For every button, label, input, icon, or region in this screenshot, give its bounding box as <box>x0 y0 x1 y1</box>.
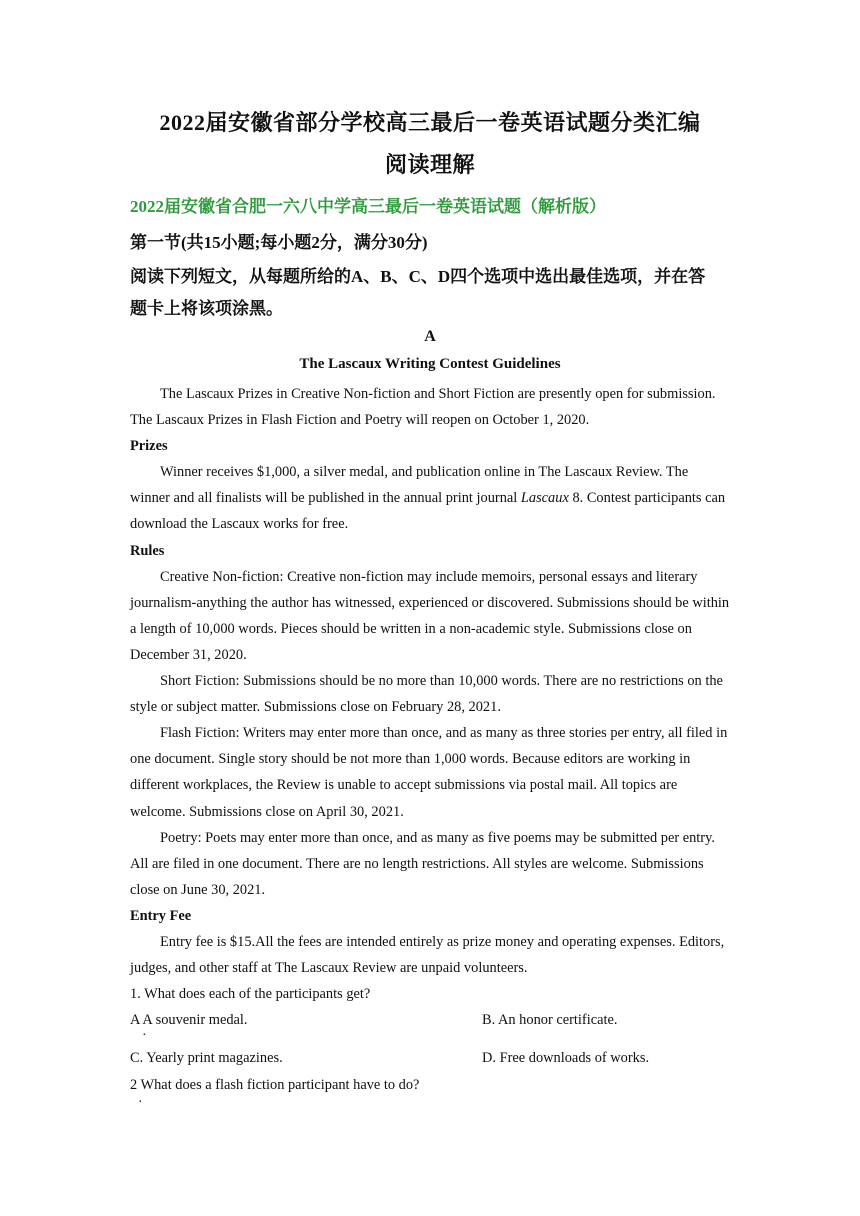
option-c: C. Yearly print magazines. <box>130 1050 283 1067</box>
section-instruction: 第一节(共15小题;每小题2分，满分30分) <box>130 233 428 252</box>
entry-fee-paragraph: Entry fee is $15.All the fees are intended entirely as prize money and operating expenses. Editors, judges, and other staff at The Lascaux Review are unpaid volunteers. <box>130 933 725 977</box>
passage-label: A <box>424 328 436 345</box>
prizes-text-1: Winner receives $1,000, a silver medal, and publication online in The Lascaux Review. The winner and all finalists will be published in the annual print journal <box>130 464 689 507</box>
passage-title: The Lascaux Writing Contest Guidelines <box>299 356 561 372</box>
passage-intro: The Lascaux Prizes in Creative Non-fiction and Short Fiction are presently open for submission. The Lascaux Prizes in Flash Fiction and Poetry will reopen on October 1, 2020. <box>130 386 716 429</box>
passage-body <box>130 381 730 1112</box>
instruction-line-1: 阅读下列短文，从每题所给的A、B、C、D四个选项中选出最佳选项，并在答 <box>130 267 706 286</box>
entry-fee-heading: Entry Fee <box>130 907 192 924</box>
prizes-text-2: 8. Contest participants can download the Lascaux works for free. <box>130 490 726 533</box>
option-dot-marker: · <box>142 1028 147 1044</box>
option-b: B. An honor certificate. <box>482 1012 618 1029</box>
document-subtitle: 阅读理解 <box>384 152 475 177</box>
prizes-paragraph <box>130 459 730 537</box>
question-1-options-row-2 <box>130 1045 730 1072</box>
rule-poetry: Poetry: Poets may enter more than once, and as many as five poems may be submitted per entry. All are filed in one document. There are no length restrictions. All styles are welcome. Submissions close on June 30, 2021. <box>130 829 715 898</box>
prizes-heading: Prizes <box>130 438 168 455</box>
rule-nonfiction: Creative Non-fiction: Creative non-fiction may include memoirs, personal essays and literary journalism-anything the author has witnessed, experienced or discovered. Submissions should be within a length of 10,000 words. Pieces should be written in a non-academic style. Submissions close on December 31, 2020. <box>130 568 730 663</box>
question-dot-marker: · <box>138 1095 143 1111</box>
question-2-marker-row <box>130 1095 730 1112</box>
instruction-line-2: 题卡上将该项涂黑。 <box>130 299 283 318</box>
document-title: 2022届安徽省部分学校高三最后一卷英语试题分类汇编 <box>159 110 701 135</box>
option-d: D. Free downloads of works. <box>482 1050 650 1067</box>
rule-flash-fiction: Flash Fiction: Writers may enter more than once, and as many as three stories per entry, all filed in one document. Single story should be not more than 1,000 words. Because editors are working in different workplaces, the Review is unable to accept submissions via postal mail. All topics are welcome. Submissions close on April 30, 2021. <box>130 725 728 820</box>
question-1-stem: 1. What does each of the participants get? <box>130 986 371 1003</box>
question-1-options-row-1 <box>130 1007 730 1045</box>
rules-heading: Rules <box>130 542 165 559</box>
rule-short-fiction: Short Fiction: Submissions should be no more than 10,000 words. There are no restrictions on the style or subject matter. Submissions close on February 28, 2021. <box>130 673 723 716</box>
journal-name: Lascaux <box>520 490 569 507</box>
option-a: A A souvenir medal. <box>130 1012 248 1029</box>
source-heading: 2022届安徽省合肥一六八中学高三最后一卷英语试题（解析版） <box>130 197 606 216</box>
question-2-stem: 2 What does a flash fiction participant have to do? <box>130 1077 420 1094</box>
